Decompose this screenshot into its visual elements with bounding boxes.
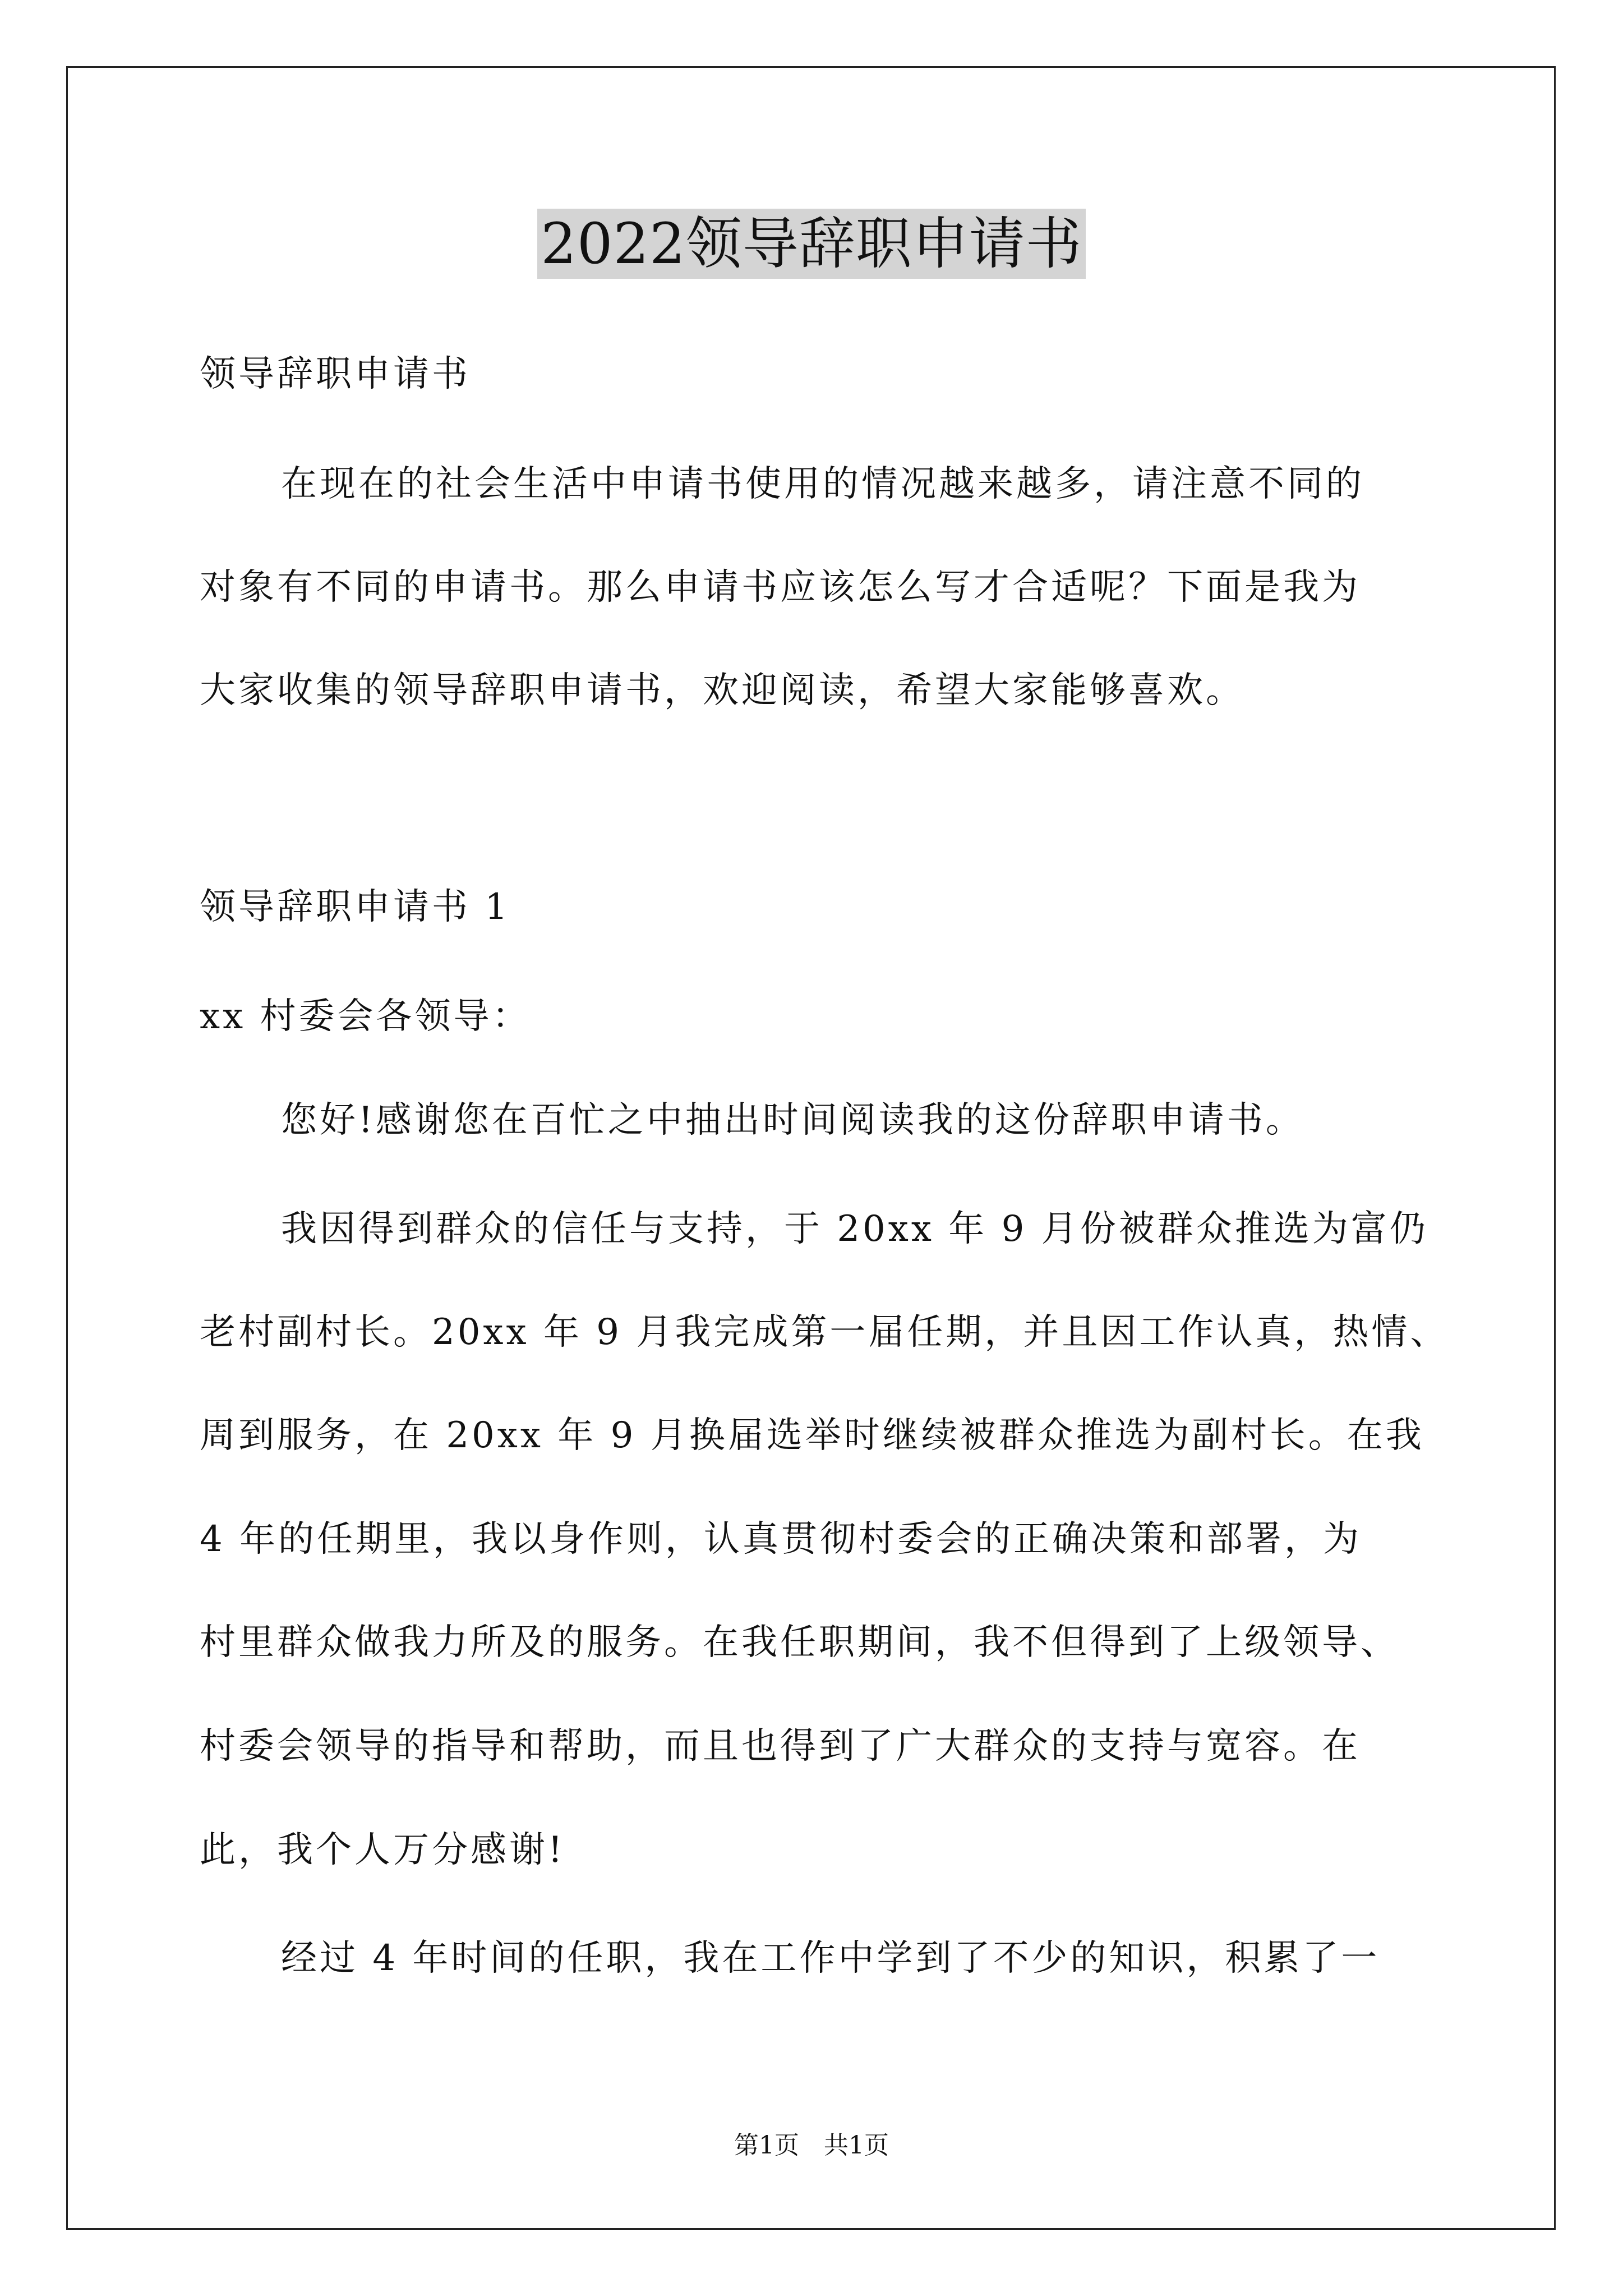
paragraph-line: 老村副村长。20xx 年 9 月我完成第一届任期，并且因工作认真，热情、	[200, 1312, 1449, 1353]
paragraph-line: 此，我个人万分感谢!	[200, 1829, 565, 1871]
paragraph-line: 我因得到群众的信任与支持，于 20xx 年 9 月份被群众推选为富仍	[281, 1208, 1428, 1250]
title-container	[0, 209, 1623, 279]
paragraph-line: 周到服务，在 20xx 年 9 月换届选举时继续被群众推选为副村长。在我	[200, 1415, 1424, 1456]
paragraph-line: 在现在的社会生活中申请书使用的情况越来越多，请注意不同的	[281, 463, 1364, 505]
paragraph-line: 您好!感谢您在百忙之中抽出时间阅读我的这份辞职申请书。	[281, 1099, 1304, 1141]
subtitle: 领导辞职申请书	[200, 353, 471, 395]
paragraph-line: 大家收集的领导辞职申请书，欢迎阅读，希望大家能够喜欢。	[200, 670, 1244, 711]
section-heading: 领导辞职申请书 1	[200, 886, 511, 928]
salutation: xx 村委会各领导：	[200, 996, 531, 1037]
paragraph-line: 4 年的任期里，我以身作则，认真贯彻村委会的正确决策和部署，为	[200, 1519, 1362, 1560]
page-footer	[0, 2129, 1623, 2162]
paragraph-line: 村委会领导的指导和帮助，而且也得到了广大群众的支持与宽容。在	[200, 1726, 1361, 1767]
page-total: 共1页	[824, 2131, 889, 2160]
paragraph-line: 对象有不同的申请书。那么申请书应该怎么写才合适呢？下面是我为	[200, 567, 1361, 608]
page-number: 第1页	[734, 2131, 799, 2160]
paragraph-line: 经过 4 年时间的任职，我在工作中学到了不少的知识，积累了一	[281, 1938, 1380, 1979]
paragraph-line: 村里群众做我力所及的服务。在我任职期间，我不但得到了上级领导、	[200, 1622, 1399, 1663]
document-title: 2022领导辞职申请书	[537, 209, 1086, 279]
